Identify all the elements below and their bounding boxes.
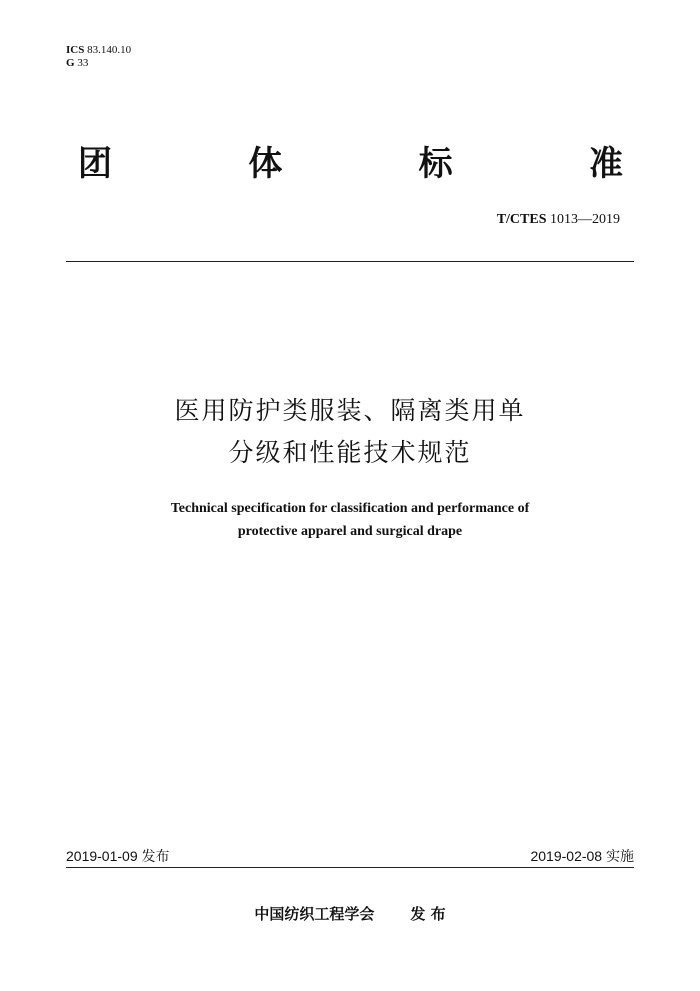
ics-line <box>66 44 131 57</box>
issue-date: 2019-01-09 发布 <box>66 848 170 864</box>
title-en-line-1: Technical specification for classification and performance of <box>170 501 530 516</box>
top-divider <box>66 261 634 262</box>
ccs-line <box>66 57 131 70</box>
heading-char-2: 体 <box>248 144 283 184</box>
ccs-label: G <box>66 57 75 69</box>
publisher-action: 发 布 <box>410 905 446 923</box>
classification-codes <box>66 44 131 70</box>
publisher <box>0 903 700 924</box>
heading-char-1: 团 <box>78 144 112 184</box>
ics-code: 83.140.10 <box>87 44 132 56</box>
title-en-line-2: protective apparel and surgical drape <box>237 524 463 539</box>
bottom-divider <box>66 867 634 868</box>
standard-code: 1013—2019 <box>550 212 620 227</box>
effective-date: 2019-02-08 实施 <box>530 848 634 864</box>
ics-label: ICS <box>66 44 85 56</box>
heading-char-3: 标 <box>418 144 453 184</box>
publisher-name: 中国纺织工程学会 <box>254 905 375 923</box>
ccs-code: 33 <box>77 57 89 69</box>
standard-prefix: T/CTES <box>496 212 547 227</box>
heading-char-4: 准 <box>588 144 623 184</box>
title-zh-line-1: 医用防护类服装、隔离类用单 <box>174 396 526 425</box>
standard-number <box>497 212 620 228</box>
title-zh-line-2: 分级和性能技术规范 <box>228 438 472 467</box>
document-type-heading <box>78 144 623 184</box>
